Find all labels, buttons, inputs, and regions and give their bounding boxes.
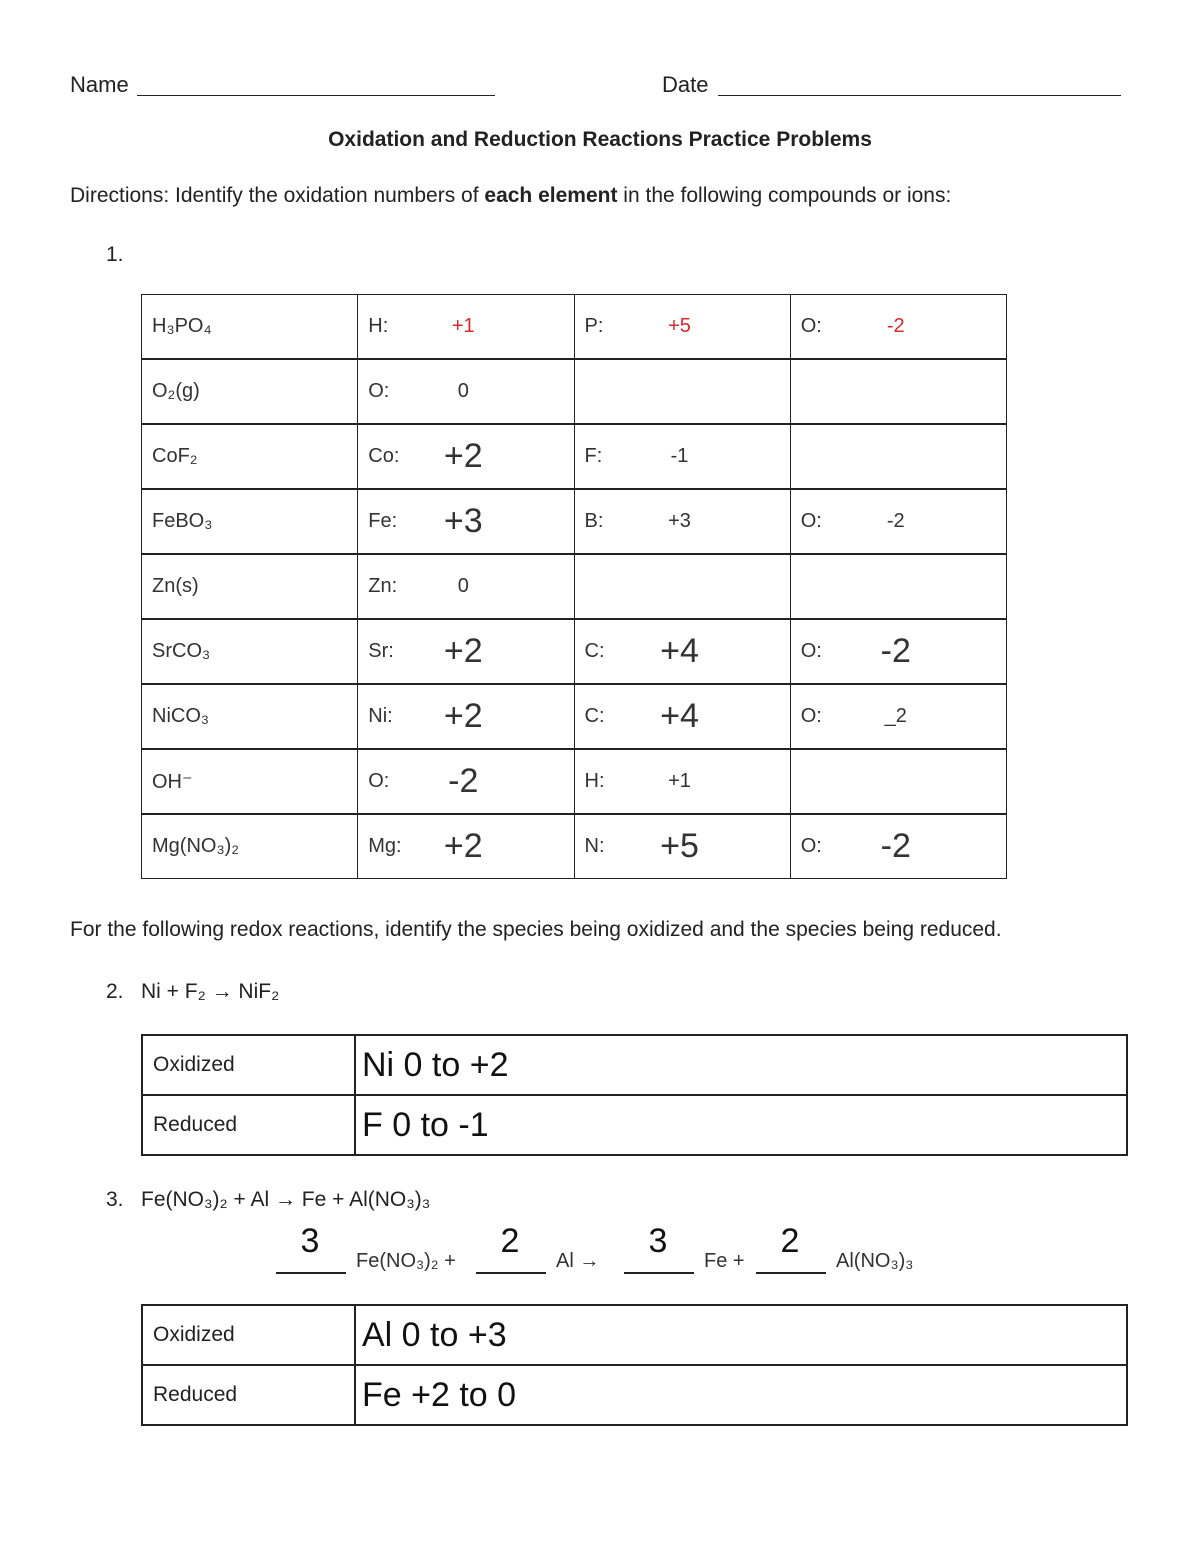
oxidation-cell[interactable] — [358, 749, 574, 814]
oxidation-cell[interactable] — [574, 359, 790, 424]
table-row — [142, 424, 1007, 489]
oxidation-cell[interactable] — [358, 424, 574, 489]
element-label: B: — [584, 510, 604, 532]
oxidation-cell[interactable] — [574, 619, 790, 684]
oxidation-cell-content — [585, 685, 790, 748]
element-label: O: — [800, 835, 822, 857]
oxidation-cell[interactable] — [574, 749, 790, 814]
table-row — [142, 359, 1007, 424]
oxidation-cell[interactable] — [790, 684, 1006, 749]
oxidized-answer[interactable]: Al 0 to +3 — [355, 1305, 1127, 1365]
compound-formula: NiCO₃ — [152, 705, 210, 727]
coefficient-3-blank — [624, 1272, 694, 1274]
oxidation-cell[interactable] — [790, 295, 1006, 360]
coefficient-1[interactable]: 3 — [300, 1222, 320, 1260]
compound-formula: Mg(NO₃)₂ — [152, 835, 240, 857]
coefficient-2[interactable]: 2 — [500, 1222, 520, 1260]
oxidation-cell[interactable] — [358, 489, 574, 554]
oxidation-value: -1 — [670, 445, 689, 467]
oxidation-cell-content — [585, 490, 790, 553]
element-label: P: — [584, 315, 604, 337]
oxidation-cell[interactable] — [358, 554, 574, 619]
compound-cell — [142, 359, 358, 424]
name-label: Name — [70, 72, 129, 97]
directions-text-before: Identify the oxidation numbers of — [169, 184, 485, 207]
oxidation-cell[interactable] — [790, 749, 1006, 814]
compound-cell — [142, 295, 358, 360]
date-label: Date — [662, 72, 709, 97]
table-row — [142, 684, 1007, 749]
reduced-label: Reduced — [142, 1095, 355, 1155]
oxidation-cell-content — [585, 295, 790, 358]
oxidation-cell-content — [801, 295, 1006, 358]
compound-cell — [142, 554, 358, 619]
date-field-line[interactable] — [718, 95, 1121, 96]
oxidation-cell-content — [801, 555, 1006, 618]
table-row — [142, 1365, 1127, 1425]
table-row — [142, 749, 1007, 814]
oxidation-value: -2 — [880, 827, 911, 865]
element-label: Zn: — [368, 575, 398, 597]
element-label: Fe: — [368, 510, 398, 532]
problem-2-number: 2. — [106, 980, 124, 1003]
element-label: C: — [584, 705, 605, 727]
compound-cell — [142, 684, 358, 749]
oxidation-cell[interactable] — [358, 295, 574, 360]
oxidation-value: +2 — [443, 697, 483, 735]
oxidation-cell-content — [368, 555, 573, 618]
problem-3-equation: Fe(NO₃)₂ + Al → Fe + Al(NO₃)₃ — [141, 1188, 431, 1211]
oxidation-value: +4 — [660, 632, 699, 670]
coefficient-3[interactable]: 3 — [648, 1222, 668, 1260]
compound-formula: H₃PO₄ — [152, 315, 212, 337]
oxidation-cell-content — [801, 750, 1006, 813]
oxidation-cell-content — [368, 360, 573, 423]
table-row — [142, 1035, 1127, 1095]
oxidation-value: +2 — [443, 437, 483, 475]
oxidation-cell[interactable] — [574, 424, 790, 489]
oxidation-cell-content — [585, 750, 790, 813]
page-title: Oxidation and Reduction Reactions Practice Problems — [328, 128, 872, 151]
oxidation-cell-content — [585, 555, 790, 618]
element-label: Co: — [368, 445, 400, 467]
oxidation-cell[interactable] — [574, 554, 790, 619]
oxidation-cell-content — [801, 360, 1006, 423]
compound-cell — [142, 424, 358, 489]
compound-cell — [142, 489, 358, 554]
table-row — [142, 489, 1007, 554]
oxidation-cell[interactable] — [574, 684, 790, 749]
oxidation-cell[interactable] — [358, 684, 574, 749]
element-label: O: — [800, 510, 822, 532]
directions — [70, 184, 951, 208]
oxidation-cell[interactable] — [358, 619, 574, 684]
oxidation-cell[interactable] — [358, 814, 574, 879]
oxidation-cell-content — [368, 425, 573, 488]
oxidation-value: -2 — [880, 632, 911, 670]
oxidation-cell[interactable] — [574, 489, 790, 554]
element-label: Ni: — [368, 705, 393, 727]
oxidation-cell-content — [801, 815, 1006, 878]
element-label: H: — [368, 315, 389, 337]
oxidation-cell[interactable] — [790, 424, 1006, 489]
oxidation-value: +1 — [668, 770, 691, 792]
oxidation-cell-content — [585, 815, 790, 878]
problem-3-number: 3. — [106, 1188, 124, 1211]
oxidation-cell-content — [368, 750, 573, 813]
oxidation-cell-content — [368, 490, 573, 553]
reduced-answer[interactable]: F 0 to -1 — [355, 1095, 1127, 1155]
species-1: Fe(NO₃)₂ + — [356, 1250, 456, 1272]
oxidation-value: -2 — [448, 762, 479, 800]
coefficient-2-blank — [476, 1272, 546, 1274]
problem-1-number: 1. — [106, 243, 124, 266]
oxidation-number-table — [141, 294, 1007, 879]
table-row — [142, 295, 1007, 360]
oxidation-cell-content — [368, 685, 573, 748]
oxidation-value: -2 — [886, 510, 905, 532]
compound-cell — [142, 814, 358, 879]
table-row — [142, 814, 1007, 879]
oxidation-value: +5 — [660, 827, 699, 865]
oxidation-cell[interactable] — [790, 554, 1006, 619]
oxidation-cell-content — [585, 425, 790, 488]
redox-intro: For the following redox reactions, identify the species being oxidized and the species being reduced. — [70, 918, 1002, 941]
problem-2-answer-table — [141, 1034, 1128, 1156]
name-field-line[interactable] — [137, 95, 495, 96]
oxidation-cell-content — [585, 620, 790, 683]
oxidation-cell-content — [801, 490, 1006, 553]
species-4: Al(NO₃)₃ — [836, 1250, 914, 1272]
compound-cell — [142, 749, 358, 814]
oxidation-cell-content — [585, 360, 790, 423]
oxidation-cell-content — [368, 295, 573, 358]
oxidation-value: +5 — [668, 315, 691, 337]
oxidation-cell[interactable] — [574, 814, 790, 879]
element-label: O: — [368, 380, 390, 402]
problem-3-answer-table — [141, 1304, 1128, 1426]
element-label: O: — [368, 770, 390, 792]
oxidation-cell[interactable] — [790, 359, 1006, 424]
oxidized-answer[interactable]: Ni 0 to +2 — [355, 1035, 1127, 1095]
species-3: Fe + — [704, 1250, 745, 1272]
oxidation-cell-content — [368, 620, 573, 683]
compound-cell — [142, 619, 358, 684]
directions-prefix: Directions: — [70, 184, 170, 207]
element-label: O: — [800, 315, 822, 337]
oxidation-cell[interactable] — [358, 359, 574, 424]
oxidation-cell-content — [801, 685, 1006, 748]
directions-emphasis: each element — [484, 184, 618, 207]
oxidation-cell[interactable] — [574, 295, 790, 360]
oxidized-label: Oxidized — [142, 1305, 355, 1365]
directions-text-after: in the following compounds or ions: — [617, 184, 952, 207]
table-row — [142, 1305, 1127, 1365]
element-label: O: — [800, 705, 822, 727]
compound-formula: SrCO₃ — [152, 640, 211, 662]
table-row — [142, 619, 1007, 684]
oxidation-cell-content — [801, 425, 1006, 488]
oxidation-cell[interactable] — [790, 619, 1006, 684]
oxidation-value: 0 — [457, 380, 469, 402]
element-label: O: — [800, 640, 822, 662]
table-row — [142, 1095, 1127, 1155]
element-label: C: — [584, 640, 605, 662]
oxidation-value: +4 — [660, 697, 699, 735]
element-label: Mg: — [368, 835, 402, 857]
compound-formula: CoF₂ — [152, 445, 198, 467]
oxidation-value: +2 — [443, 632, 483, 670]
element-label: Sr: — [368, 640, 394, 662]
oxidation-cell-content — [801, 620, 1006, 683]
oxidation-value: _2 — [884, 705, 907, 727]
oxidized-label: Oxidized — [142, 1035, 355, 1095]
compound-formula: O₂(g) — [152, 380, 200, 402]
element-label: N: — [584, 835, 605, 857]
oxidation-value: 0 — [457, 575, 469, 597]
coefficient-4[interactable]: 2 — [780, 1222, 800, 1260]
oxidation-value: +3 — [668, 510, 691, 532]
oxidation-cell[interactable] — [790, 489, 1006, 554]
compound-formula: FeBO₃ — [152, 510, 213, 532]
element-label: H: — [584, 770, 605, 792]
oxidation-cell-content — [368, 815, 573, 878]
coefficient-1-blank — [276, 1272, 346, 1274]
oxidation-value: +1 — [451, 315, 475, 337]
species-2: Al → — [556, 1250, 600, 1272]
reduced-label: Reduced — [142, 1365, 355, 1425]
oxidation-value: -2 — [886, 315, 905, 337]
reduced-answer[interactable]: Fe +2 to 0 — [355, 1365, 1127, 1425]
oxidation-value: +2 — [443, 827, 483, 865]
oxidation-cell[interactable] — [790, 814, 1006, 879]
element-label: F: — [584, 445, 603, 467]
compound-formula: OH⁻ — [152, 771, 193, 793]
oxidation-value: +3 — [443, 502, 483, 540]
coefficient-4-blank — [756, 1272, 826, 1274]
problem-2-equation: Ni + F₂ → NiF₂ — [141, 980, 280, 1003]
compound-formula: Zn(s) — [152, 575, 199, 597]
table-row — [142, 554, 1007, 619]
